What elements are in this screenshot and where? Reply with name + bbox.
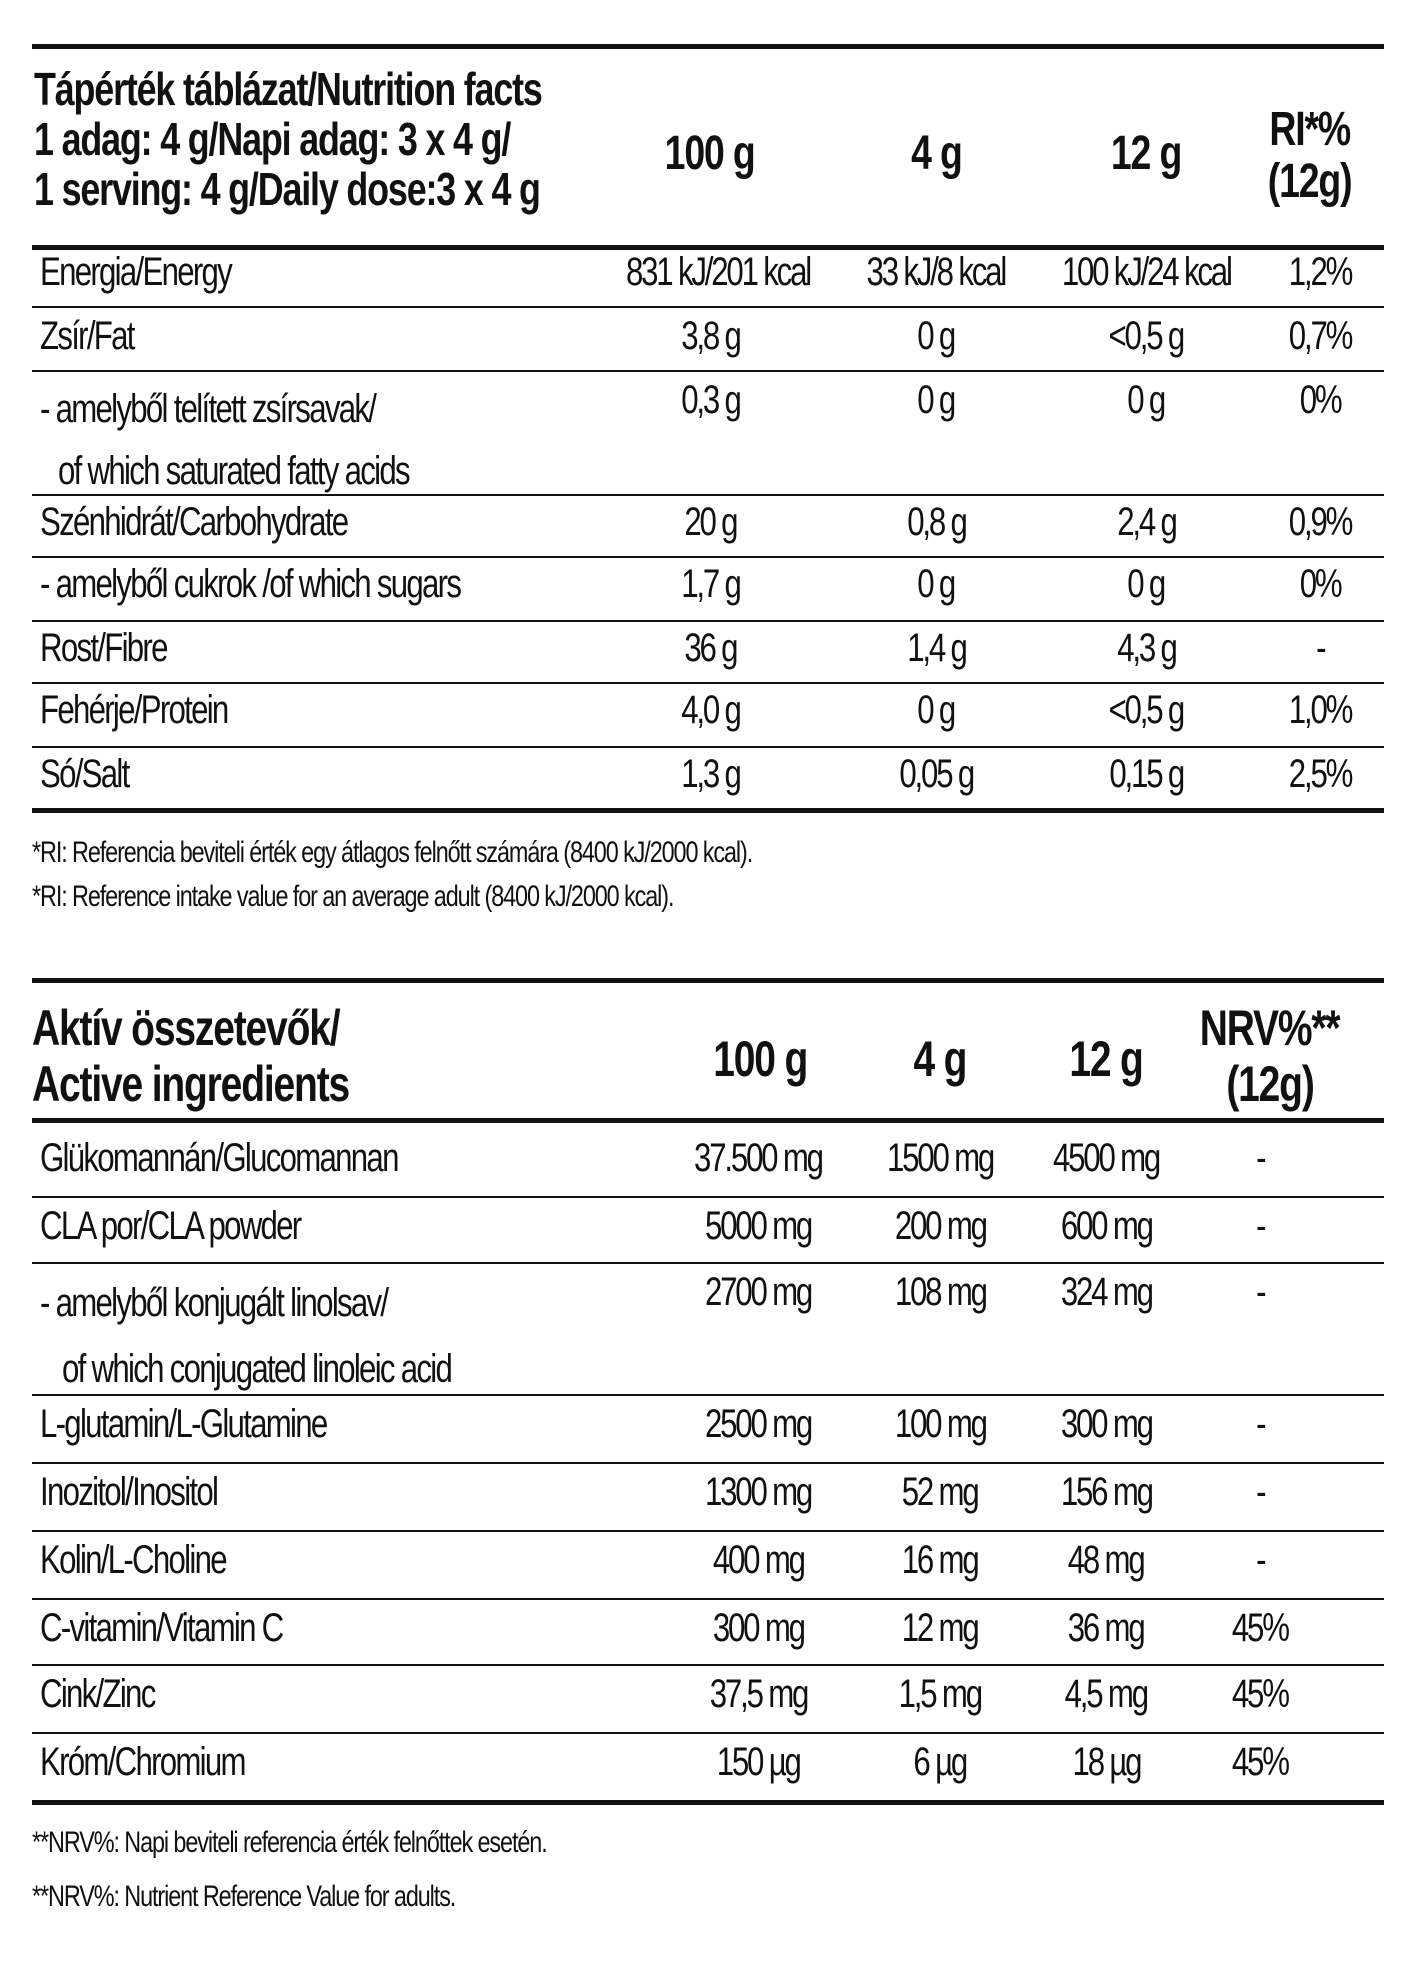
active-row-12g: 18 µg <box>1072 1740 1140 1784</box>
nutrition-row-4g: 0 g <box>917 562 955 606</box>
nutrition-row-ri: - <box>1315 626 1325 670</box>
active-row-nrv: - <box>1255 1270 1265 1314</box>
active-col-12g: 12 g <box>1069 1031 1143 1087</box>
row-divider <box>32 1462 1384 1464</box>
nutrition-row-12g: <0,5 g <box>1108 314 1184 358</box>
row-divider <box>32 682 1384 684</box>
nutrition-row-label: Energia/Energy <box>40 250 232 294</box>
active-row-4g: 100 mg <box>894 1402 986 1446</box>
nutrition-row-label: Fehérje/Protein <box>40 688 228 732</box>
nutrition-row-ri: 0% <box>1299 562 1341 606</box>
nutrition-title-line-2: 1 adag: 4 g/Napi adag: 3 x 4 g/ <box>34 113 511 165</box>
nutrition-row-4g: 1,4 g <box>906 626 966 670</box>
active-row-nrv: 45% <box>1232 1672 1288 1716</box>
nutrition-row-12g: 0,15 g <box>1109 752 1183 796</box>
nutrition-col-ri: RI*% (12g) <box>1268 103 1352 208</box>
row-divider <box>32 1732 1384 1734</box>
active-row-12g: 156 mg <box>1060 1470 1152 1514</box>
active-row-100g: 2700 mg <box>704 1270 812 1314</box>
nutrition-row-ri: 0,9% <box>1288 500 1352 544</box>
row-divider <box>32 1196 1384 1198</box>
row-divider <box>32 370 1384 372</box>
row-divider <box>32 746 1384 748</box>
active-row-4g: 108 mg <box>894 1270 986 1314</box>
active-row-nrv: - <box>1255 1470 1265 1514</box>
nutrition-row-label: Rost/Fibre <box>40 626 167 670</box>
active-title <box>32 1000 438 1112</box>
active-row-100g: 5000 mg <box>704 1204 812 1248</box>
nutrition-row-ri: 0,7% <box>1288 314 1352 358</box>
active-row-label: C-vitamin/Vitamin C <box>40 1606 283 1650</box>
active-row-4g: 1,5 mg <box>898 1672 982 1716</box>
active-top-rule <box>32 978 1384 983</box>
nutrition-row-4g: 33 kJ/8 kcal <box>866 250 1006 294</box>
active-row-12g: 36 mg <box>1068 1606 1144 1650</box>
active-row-label: Inozitol/Inositol <box>40 1470 218 1514</box>
active-row-nrv: 45% <box>1232 1740 1288 1784</box>
active-row-100g: 400 mg <box>712 1538 804 1582</box>
nutrition-row-100g: 4,0 g <box>680 688 740 732</box>
nutrition-col-100g: 100 g <box>665 127 755 180</box>
active-row-label: CLA por/CLA powder <box>40 1204 301 1248</box>
nutrition-row-12g: 100 kJ/24 kcal <box>1061 250 1231 294</box>
nutrition-row-label: - amelyből telített zsírsavak/ of which saturated fatty acids <box>40 387 409 493</box>
nutrition-row-12g: 0 g <box>1127 378 1165 422</box>
nutrition-row-label: Zsír/Fat <box>40 314 134 358</box>
active-row-label: Króm/Chromium <box>40 1740 245 1784</box>
nutrition-footnote-en: *RI: Reference intake value for an average adult (8400 kJ/2000 kcal). <box>32 880 674 913</box>
nutrition-row-ri: 0% <box>1299 378 1341 422</box>
nutrition-row-12g: 4,3 g <box>1116 626 1176 670</box>
active-row-12g: 300 mg <box>1060 1402 1152 1446</box>
row-divider <box>32 620 1384 622</box>
active-row-12g: 324 mg <box>1060 1270 1152 1314</box>
active-row-4g: 52 mg <box>902 1470 978 1514</box>
nutrition-row-ri: 1,2% <box>1288 250 1352 294</box>
row-divider <box>32 494 1384 496</box>
active-row-12g: 4,5 mg <box>1064 1672 1148 1716</box>
nutrition-row-4g: 0 g <box>917 314 955 358</box>
active-row-label: Glükomannán/Glucomannan <box>40 1136 398 1180</box>
active-header-rule <box>32 1118 1384 1123</box>
row-divider <box>32 1262 1384 1264</box>
nutrition-row-4g: 0,8 g <box>906 500 966 544</box>
row-divider <box>32 306 1384 308</box>
nutrition-title-line-3: 1 serving: 4 g/Daily dose:3 x 4 g <box>34 163 540 215</box>
active-row-100g: 150 µg <box>716 1740 800 1784</box>
active-row-4g: 12 mg <box>902 1606 978 1650</box>
nutrition-col-4g: 4 g <box>910 127 962 180</box>
nutrition-bottom-rule <box>32 808 1384 813</box>
nutrition-col-12g: 12 g <box>1110 127 1182 180</box>
nutrition-row-100g: 831 kJ/201 kcal <box>625 250 810 294</box>
row-divider <box>32 556 1384 558</box>
active-row-label: Cink/Zinc <box>40 1672 155 1716</box>
nutrition-row-4g: 0 g <box>917 688 955 732</box>
active-row-nrv: - <box>1255 1204 1265 1248</box>
active-footnote-hu: **NRV%: Napi beviteli referencia érték felnőttek esetén. <box>32 1826 547 1859</box>
nutrition-row-12g: <0,5 g <box>1108 688 1184 732</box>
active-row-nrv: 45% <box>1232 1606 1288 1650</box>
active-row-nrv: - <box>1255 1538 1265 1582</box>
active-col-nrv: NRV%** (12g) <box>1200 1000 1340 1112</box>
active-row-100g: 1300 mg <box>704 1470 812 1514</box>
nutrition-title-line-1: Tápérték táblázat/Nutrition facts <box>34 63 542 115</box>
active-row-12g: 48 mg <box>1068 1538 1144 1582</box>
active-row-nrv: - <box>1255 1402 1265 1446</box>
nutrition-footnote-hu: *RI: Referencia beviteli érték egy átlagos felnőtt számára (8400 kJ/2000 kcal). <box>32 836 753 869</box>
nutrition-row-100g: 1,7 g <box>680 562 740 606</box>
nutrition-row-12g: 2,4 g <box>1116 500 1176 544</box>
active-row-4g: 6 µg <box>913 1740 967 1784</box>
nutrition-row-100g: 20 g <box>684 500 736 544</box>
active-row-label: L-glutamin/L-Glutamine <box>40 1402 327 1446</box>
active-title-line-1: Aktív összetevők/ <box>32 1000 340 1056</box>
row-divider <box>32 1664 1384 1666</box>
active-row-4g: 1500 mg <box>886 1136 994 1180</box>
active-title-line-2: Active ingredients <box>32 1056 350 1112</box>
nutrition-row-ri: 1,0% <box>1288 688 1352 732</box>
nutrition-row-4g: 0 g <box>917 378 955 422</box>
nutrition-row-100g: 3,8 g <box>680 314 740 358</box>
nutrition-row-label: Só/Salt <box>40 752 129 796</box>
active-row-100g: 2500 mg <box>704 1402 812 1446</box>
active-row-label: Kolin/L-Choline <box>40 1538 226 1582</box>
row-divider <box>32 1394 1384 1396</box>
nutrition-row-ri: 2,5% <box>1288 752 1352 796</box>
active-col-4g: 4 g <box>913 1031 967 1087</box>
nutrition-row-label: - amelyből cukrok /of which sugars <box>40 562 461 606</box>
active-row-100g: 37.500 mg <box>694 1136 822 1180</box>
nutrition-row-4g: 0,05 g <box>899 752 973 796</box>
active-bottom-rule <box>32 1800 1384 1805</box>
nutrition-title <box>34 64 685 214</box>
nutrition-top-rule <box>32 44 1384 49</box>
active-row-12g: 600 mg <box>1060 1204 1152 1248</box>
active-footnote-en: **NRV%: Nutrient Reference Value for adults. <box>32 1880 456 1913</box>
nutrition-row-12g: 0 g <box>1127 562 1165 606</box>
row-divider <box>32 1598 1384 1600</box>
row-divider <box>32 1530 1384 1532</box>
nutrition-row-100g: 36 g <box>684 626 736 670</box>
active-row-100g: 37,5 mg <box>709 1672 807 1716</box>
nutrition-row-100g: 0,3 g <box>680 378 740 422</box>
active-row-4g: 200 mg <box>894 1204 986 1248</box>
active-row-100g: 300 mg <box>712 1606 804 1650</box>
active-row-label: - amelyből konjugált linolsav/ of which conjugated linoleic acid <box>40 1281 452 1391</box>
active-row-4g: 16 mg <box>902 1538 978 1582</box>
active-row-12g: 4500 mg <box>1052 1136 1160 1180</box>
active-col-100g: 100 g <box>713 1031 807 1087</box>
nutrition-row-label: Szénhidrát/Carbohydrate <box>40 500 348 544</box>
active-row-nrv: - <box>1255 1136 1265 1180</box>
nutrition-row-100g: 1,3 g <box>680 752 740 796</box>
